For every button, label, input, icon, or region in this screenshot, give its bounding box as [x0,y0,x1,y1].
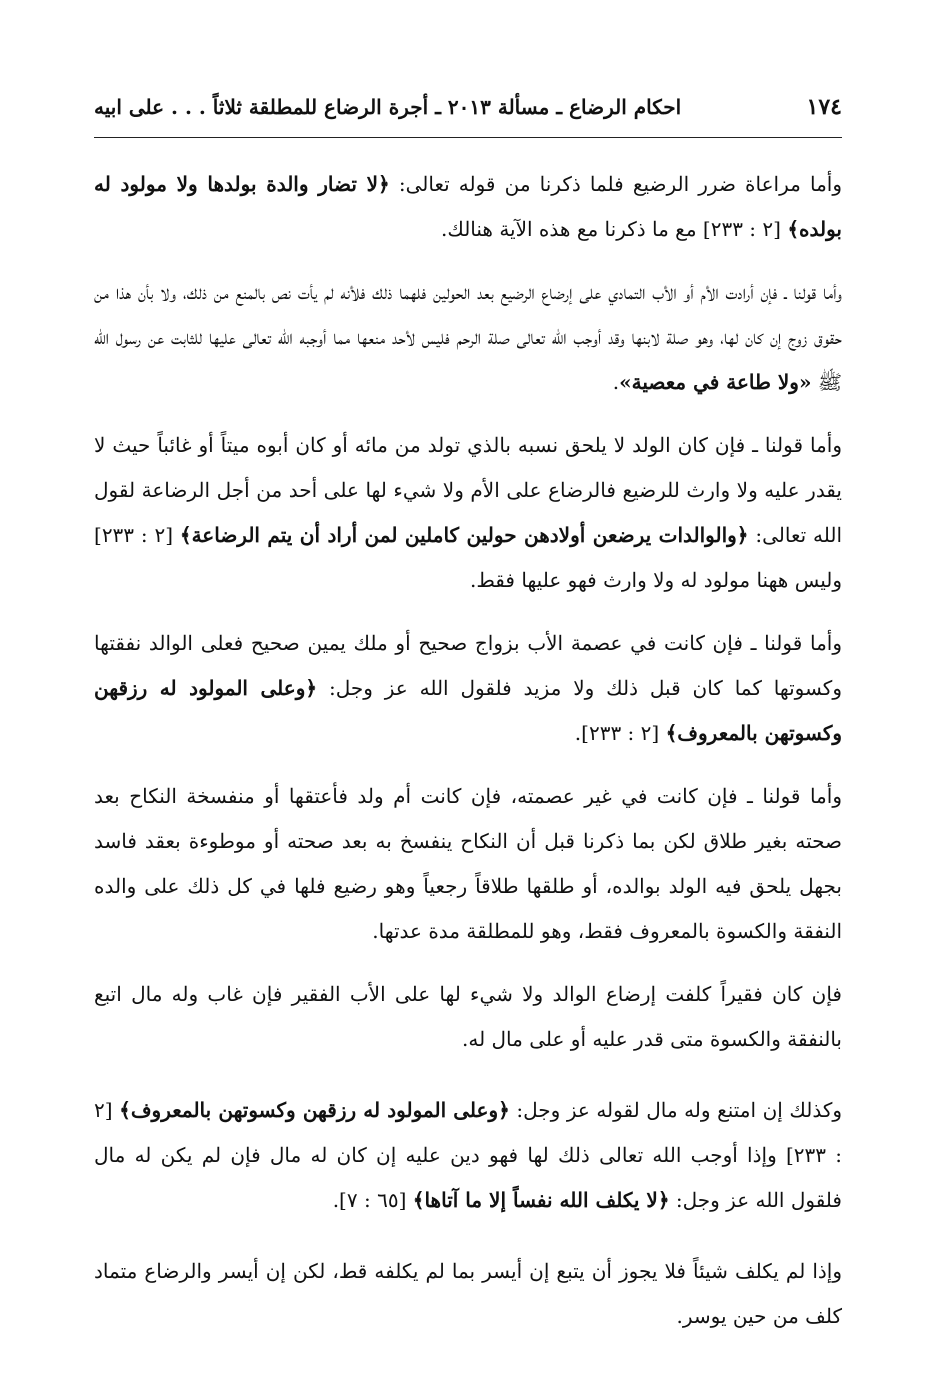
paragraph-8 [94,1249,842,1339]
paragraph-text: وأما قولنا ـ فإن كانت في عصمة الأب بزواج صحيح أو ملك يمين صحيح فعلى الوالد نفقتها وكسوتها كما كان قبل ذلك ولا مزيد فلقول الله عز وجل: [94,631,842,700]
paragraph-text: وأما قولنا ـ فإن كان الولد لا يلحق نسبه بالذي تولد من مائه أو كان أبوه ميتاً أو غائباً حيث لا يقدر عليه ولا وارث للرضيع فالرضاع على الأم ولا شيء لها على أحد من أجل الرضاعة لقول الله تعالى: [94,433,842,547]
paragraph-4 [94,621,842,756]
paragraph-text: وإذا لم يكلف شيئاً فلا يجوز أن يتبع إن أيسر بما لم يكلفه قط، لكن إن أيسر والرضاع متماد كلف من حين يوسر. [94,1259,842,1328]
paragraph-text: . [612,370,620,394]
paragraph-text: [٢ : ٢٣٣]. [574,721,666,745]
paragraph-7 [94,1088,842,1223]
quran-verse: ﴿لا يكلف الله نفساً إلا ما آتاها﴾ [412,1188,670,1212]
page-header [94,88,842,126]
paragraph-text: وأما قولنا ـ فإن أرادت الأم أو الأب التمادي على إرضاع الرضيع بعد الحولين فلهما ذلك فلأنه لم يأت نص بالمنع من ذلك، ولا بأن هذا من حقوق زوج إن كان لها، وهو صلة لابنها وقد أوجب الله تعالى صلة الرحم فليس لأحد منعها مما أوجبه الله تعالى عليها للثابت عن رسول الله ﷺ [94,280,842,394]
paragraph-text: [٢ : ٢٣٣] وإذا أوجب الله تعالى ذلك لها فهو دين عليه إن كان له مال فإن لم يكن له مال فلقول الله عز وجل: [94,1098,842,1212]
paragraph-5 [94,774,842,954]
paragraph-text: فإن كان فقيراً كلفت إرضاع الوالد ولا شيء لها على الأب الفقير فإن غاب وله مال اتبع بالنفقة والكسوة متى قدر عليه أو على مال له. [94,982,842,1051]
header-divider [94,137,842,138]
quran-verse: ﴿وعلى المولود له رزقهن وكسوتهن بالمعروف﴾ [119,1098,510,1122]
quran-verse: ﴿لا تضار والدة بولدها ولا مولود له بولده﴾ [94,172,842,241]
paragraph-1 [94,162,842,252]
quran-verse: ﴿وعلى المولود له رزقهن وكسوتهن بالمعروف﴾ [94,676,842,745]
paragraph-text: وأما قولنا ـ فإن كانت في غير عصمته، فإن كانت أم ولد فأعتقها أو منفسخة النكاح بعد صحته بغير طلاق لكن بما ذكرنا قبل أن النكاح ينفسخ به بعد صحته أو موطوءة بعقد فاسد بجهل يلحق فيه الولد بوالده، أو طلقها طلاقاً رجعياً وهو رضيع فلها في كل ذلك على والده النفقة والكسوة بالمعروف فقط، وهو للمطلقة مدة عدتها. [94,784,842,943]
paragraph-3 [94,423,842,603]
quran-verse: ﴿والوالدات يرضعن أولادهن حولين كاملين لمن أراد أن يتم الرضاعة﴾ [179,523,749,547]
paragraph-2 [94,270,842,405]
paragraph-text: [٢ : ٢٣٣] وليس ههنا مولود له ولا وارث فهو عليها فقط. [94,523,842,592]
page-number: ١٧٤ [806,94,842,120]
paragraph-text: وأما مراعاة ضرر الرضيع فلما ذكرنا من قوله تعالى: [389,172,842,196]
paragraph-text: [٢ : ٢٣٣] مع ما ذكرنا مع هذه الآية هنالك. [440,217,788,241]
hadith-quote: «ولا طاعة في معصية» [619,370,812,394]
paragraph-text: [٦٥ : ٧]. [332,1188,413,1212]
paragraph-6 [94,972,842,1062]
paragraph-text: وكذلك إن امتنع وله مال لقوله عز وجل: [509,1098,842,1122]
page-body [94,162,842,1357]
running-title: احكام الرضاع ـ مسألة ٢٠١٣ ـ أجرة الرضاع للمطلقة ثلاثاً . . . على ابيه [94,95,682,119]
